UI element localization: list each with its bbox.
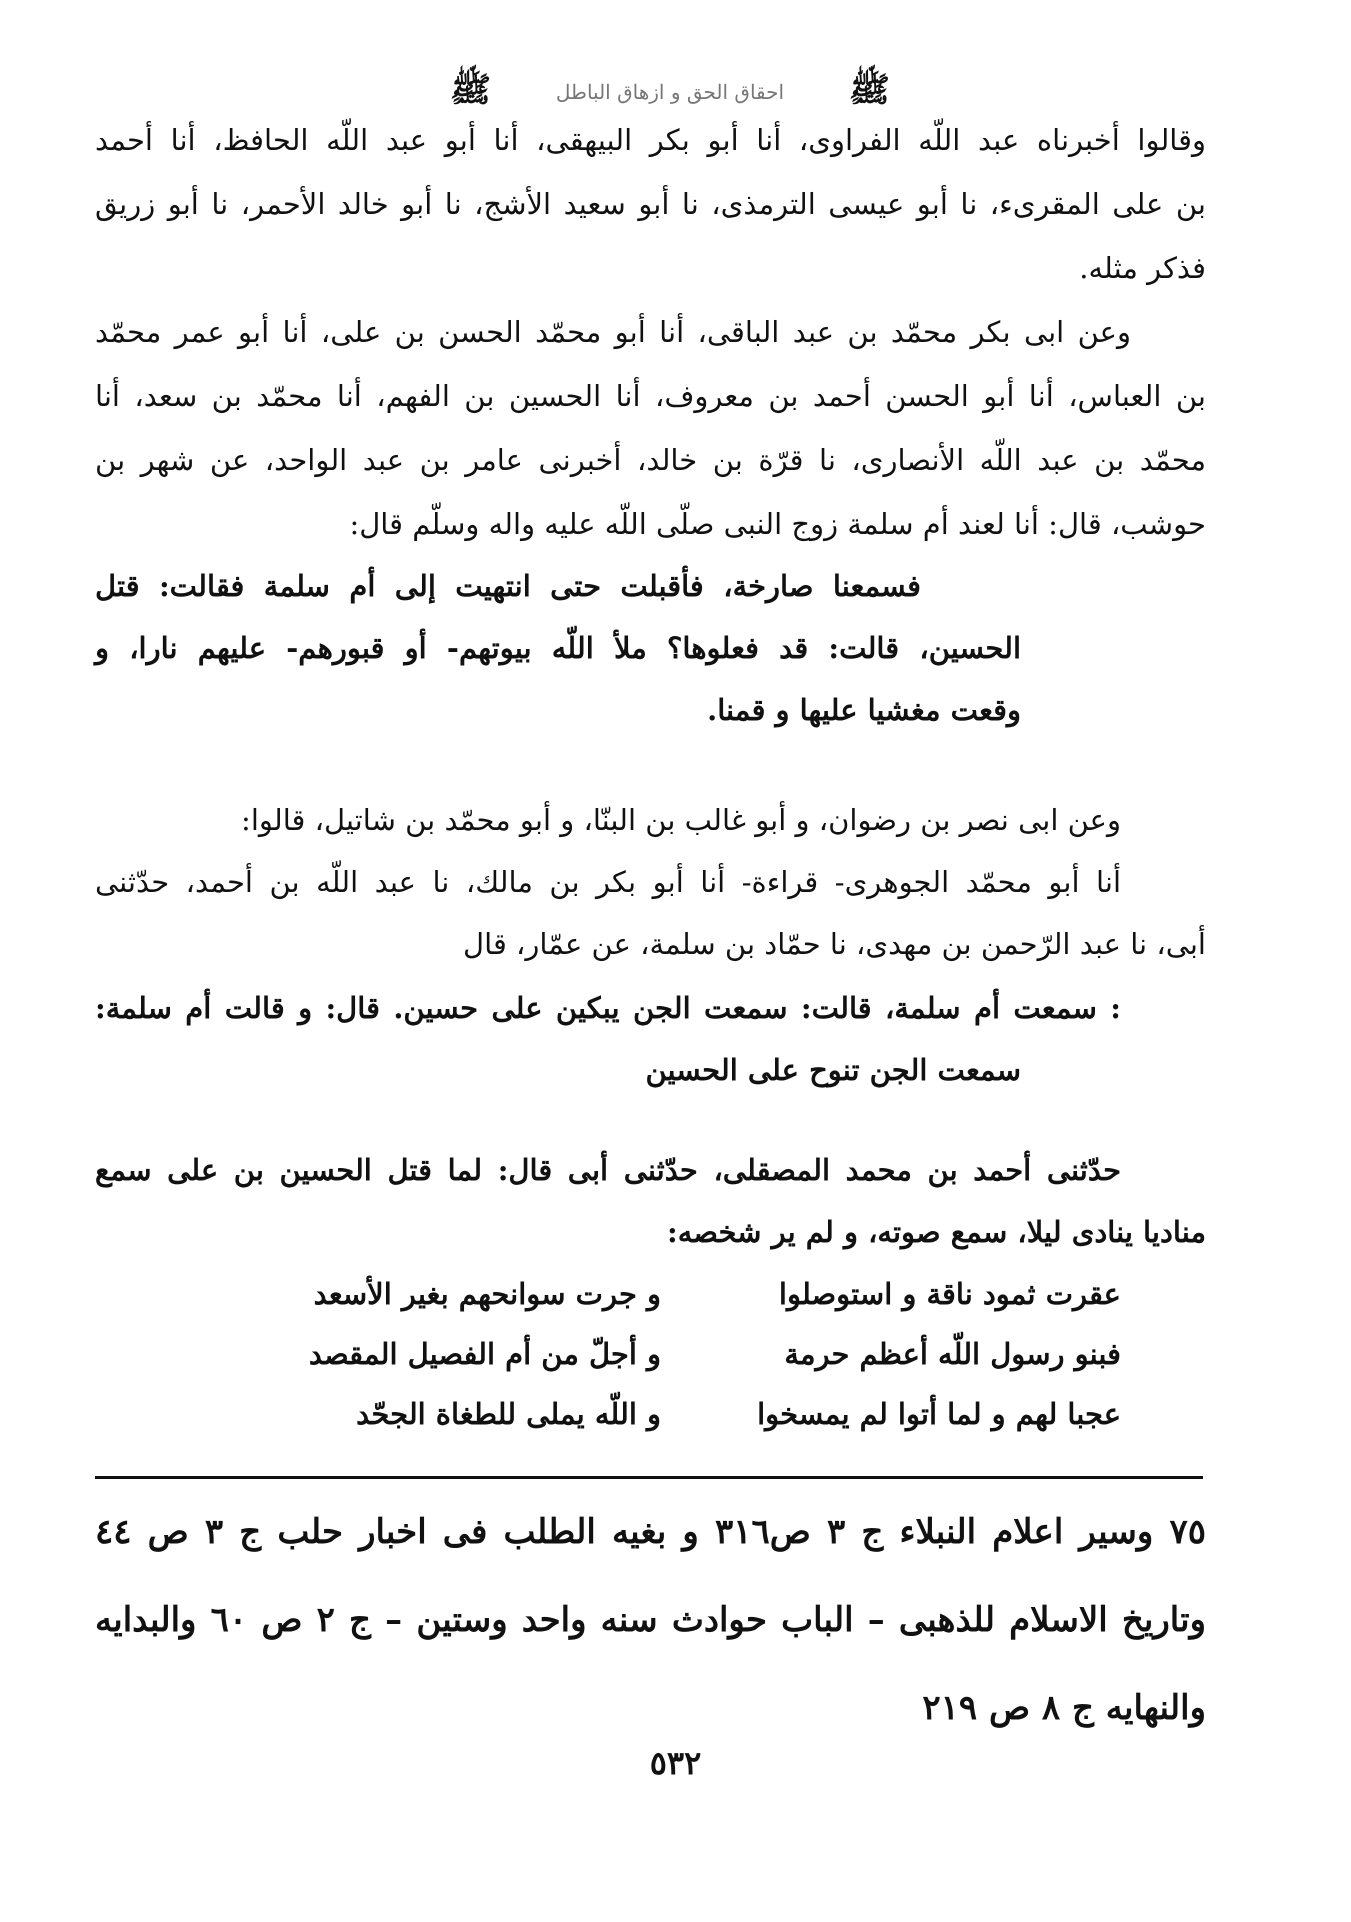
text-line: بن علی المقریء، نا أبو عيسى الترمذی، نا أبو سعيد الأشج، نا أبو خالد الأحمر، نا أبو زريق — [95, 187, 1206, 221]
text-line: وقالوا أخبرناه عبد اللّه الفراوی، أنا أبو بكر البيهقی، أنا أبو عبد اللّه الحافظ، أنا أحمد — [95, 123, 1206, 157]
footnote-divider — [95, 1476, 1203, 1479]
quote-line: : سمعت أم سلمة، قالت: سمعت الجن يبكين على حسين. قال: و قالت أم سلمة: — [95, 991, 1121, 1025]
text-line: حوشب، قال: أنا لعند أم سلمة زوج النبی صلّى اللّه عليه واله وسلّم قال: — [349, 507, 1206, 541]
quote-line: سمعت الجن تنوح على الحسين — [645, 1053, 1021, 1087]
poem-hemistich-left: و أجلّ من أم الفصيل المقصد — [308, 1337, 661, 1371]
poem-hemistich-left: و جرت سوانحهم بغير الأسعد — [313, 1277, 661, 1311]
text-line: وعن ابی بكر محمّد بن عبد الباقی، أنا أبو محمّد الحسن بن علی، أنا أبو عمر محمّد — [95, 315, 1131, 349]
poem-hemistich-left: و اللّه يملی للطغاة الجحّد — [356, 1397, 661, 1431]
text-line: محمّد بن عبد اللّه الأنصاری، نا قرّة بن خالد، أخبرنی عامر بن عبد الواحد، عن شهر بن — [95, 443, 1206, 477]
poem-hemistich-right: فبنو رسول اللّه أعظم حرمة — [784, 1337, 1121, 1371]
quote-line: وقعت مغشيا عليها و قمنا. — [707, 693, 1021, 727]
left-ornament-icon: ﷺ — [450, 70, 492, 110]
text-line: مناديا ينادی ليلا، سمع صوته، و لم ير شخصه: — [667, 1215, 1206, 1249]
page-header — [450, 70, 890, 110]
quote-line: فسمعنا صارخة، فأقبلت حتى انتهيت إلى أم سلمة فقالت: قتل — [95, 569, 921, 603]
poem-hemistich-right: عجبا لهم و لما أتوا لم يمسخوا — [757, 1397, 1121, 1431]
quote-line: الحسين، قالت: قد فعلوها؟ ملأ اللّه بيوتهم- أو قبورهم- عليهم نارا، و — [95, 631, 1021, 665]
text-line: فذكر مثله. — [1079, 251, 1206, 285]
running-head: احقاق الحق و ازهاق الباطل — [555, 80, 785, 104]
text-line: وعن ابی نصر بن رضوان، و أبو غالب بن البنّا، و أبو محمّد بن شاتيل، قالوا: — [241, 803, 1121, 837]
footnote-line: ٧٥ وسير اعلام النبلاء ج ٣ ص٣١٦ و بغيه الطلب فی اخبار حلب ج ٣ ص ٤٤ — [95, 1512, 1206, 1552]
text-line: أبی، نا عبد الرّحمن بن مهدی، نا حمّاد بن سلمة، عن عمّار، قال — [463, 927, 1206, 961]
footnote-line: وتاريخ الاسلام للذهبی – الباب حوادث سنه واحد وستين – ج ٢ ص ٦٠ والبدايه — [95, 1600, 1206, 1640]
text-line: أنا أبو محمّد الجوهری- قراءة- أنا أبو بكر بن مالك، نا عبد اللّه بن أحمد، حدّثنی — [95, 865, 1121, 899]
right-ornament-icon: ﷺ — [848, 70, 890, 110]
text-line: بن العباس، أنا أبو الحسن أحمد بن معروف، أنا الحسين بن الفهم، أنا محمّد بن سعد، أنا — [95, 379, 1206, 413]
page-number: ٥٣٢ — [649, 1744, 702, 1782]
poem-hemistich-right: عقرت ثمود ناقة و استوصلوا — [778, 1277, 1121, 1311]
text-line: حدّثنی أحمد بن محمد المصقلی، حدّثنی أبی قال: لما قتل الحسين بن علی سمع — [95, 1153, 1121, 1187]
footnote-line: والنهايه ج ٨ ص ٢١٩ — [922, 1688, 1206, 1728]
